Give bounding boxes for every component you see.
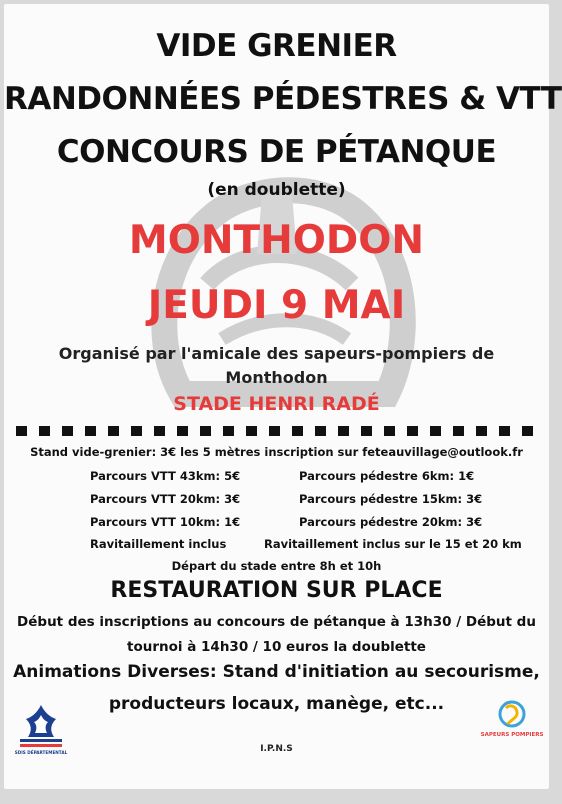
sapeurs-pompiers-logo-text: SAPEURS POMPIERS xyxy=(480,732,544,738)
pedestre-6km: Parcours pédestre 6km: 1€ xyxy=(299,469,475,483)
organizer-line-1: Organisé par l'amicale des sapeurs-pompiers de xyxy=(58,344,495,363)
venue: STADE HENRI RADÉ xyxy=(173,393,380,415)
vtt-10km: Parcours VTT 10km: 1€ xyxy=(90,515,241,529)
title-line-3: CONCOURS DE PÉTANQUE xyxy=(56,134,497,170)
petanque-line-1: Début des inscriptions au concours de pétanque à 13h30 / Début du xyxy=(17,614,536,630)
subtitle: (en doublette) xyxy=(207,180,346,200)
sapeurs-pompiers-logo xyxy=(480,698,544,762)
dashed-divider xyxy=(16,426,537,436)
town-name: MONTHODON xyxy=(128,218,425,263)
stand-info: Stand vide-grenier: 3€ les 5 mètres inscription sur feteauvillage@outlook.fr xyxy=(30,445,523,459)
petanque-line-2: tournoi à 14h30 / 10 euros la doublette xyxy=(127,639,426,655)
title-line-2: RANDONNÉES PÉDESTRES & VTT xyxy=(4,81,562,117)
animations-line-1: Animations Diverses: Stand d'initiation au secourisme, xyxy=(13,662,540,682)
ipns-mention: I.P.N.S xyxy=(260,744,293,754)
sdis-logo-text: SDIS DÉPARTEMENTAL xyxy=(14,750,68,755)
vtt-ravitaillement: Ravitaillement inclus xyxy=(90,537,227,551)
event-poster xyxy=(4,4,562,789)
title-line-1: VIDE GRENIER xyxy=(156,28,397,64)
animations-line-2: producteurs locaux, manège, etc... xyxy=(108,694,445,714)
pedestre-20km: Parcours pédestre 20km: 3€ xyxy=(299,515,483,529)
sdis-logo xyxy=(12,701,70,759)
event-date: JEUDI 9 MAI xyxy=(147,283,406,328)
depart-info: Départ du stade entre 8h et 10h xyxy=(171,559,382,573)
vtt-43km: Parcours VTT 43km: 5€ xyxy=(90,469,241,483)
organizer-line-2: Monthodon xyxy=(225,368,328,387)
pedestre-ravitaillement: Ravitaillement inclus sur le 15 et 20 km xyxy=(264,537,522,551)
pedestre-15km: Parcours pédestre 15km: 3€ xyxy=(299,492,483,506)
vtt-20km: Parcours VTT 20km: 3€ xyxy=(90,492,241,506)
restauration-heading: RESTAURATION SUR PLACE xyxy=(110,578,443,603)
